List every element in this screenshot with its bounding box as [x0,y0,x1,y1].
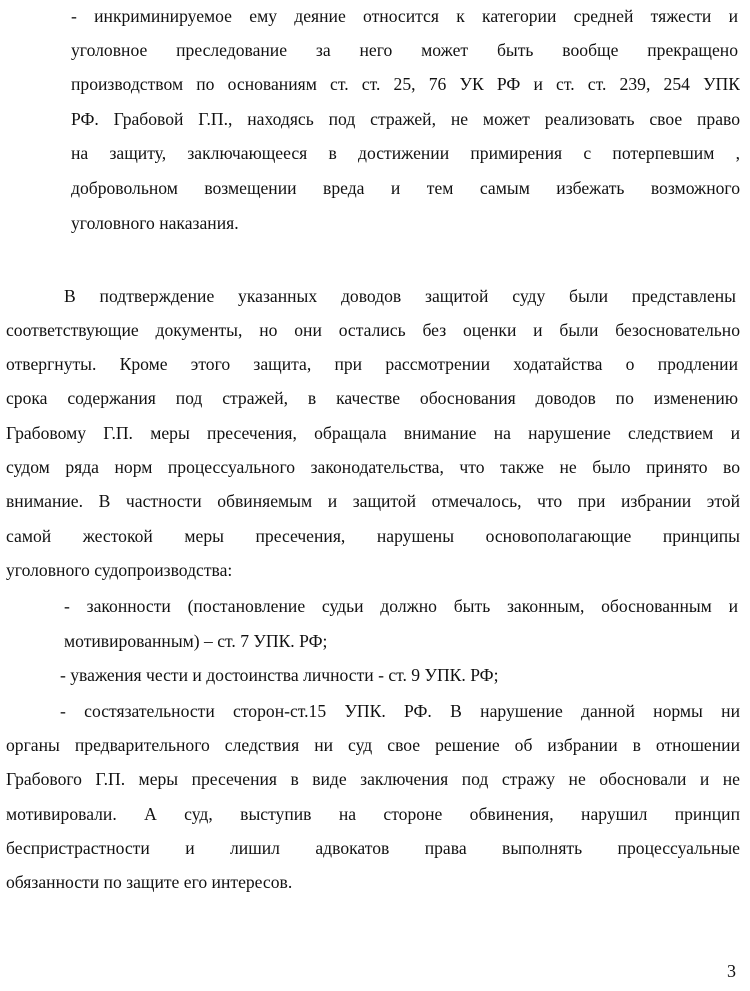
paragraph-2-line-5: Грабовому Г.П. меры пресечения, обращала внимание на нарушение следствием и [6,423,740,443]
list-item-1-line-2: мотивированным) – ст. 7 УПК. РФ; [64,631,328,651]
paragraph-1-line-3: производством по основаниям ст. ст. 25, 76 УК РФ и ст. ст. 239, 254 УПК [71,74,740,94]
paragraph-2-line-3: отвергнуты. Кроме этого защита, при рассмотрении ходатайства о продлении [6,354,738,374]
list-item-2: - уважения чести и достоинства личности - ст. 9 УПК. РФ; [60,665,499,685]
paragraph-1-line-2: уголовное преследование за него может быть вообще прекращено [71,40,738,60]
list-item-1-line-1: - законности (постановление судьи должно быть законным, обоснованным и [64,596,738,616]
paragraph-2-line-2: соответствующие документы, но они остались без оценки и были безосновательно [6,320,740,340]
paragraph-1-line-7: уголовного наказания. [71,213,239,233]
page-number: 3 [727,961,736,981]
paragraph-2-line-4: срока содержания под стражей, в качестве обоснования доводов по изменению [6,388,738,408]
paragraph-2-line-6: судом ряда норм процессуального законодательства, что также не было принято во [6,457,740,477]
paragraph-2-line-7: внимание. В частности обвиняемым и защитой отмечалось, что при избрании этой [6,491,740,511]
paragraph-3-line-2: Грабового Г.П. меры пресечения в виде заключения под стражу не обосновали и не [6,769,740,789]
list-item-3: - состязательности сторон-ст.15 УПК. РФ. В нарушение данной нормы ни [60,701,740,721]
paragraph-1-line-1: - инкриминируемое ему деяние относится к категории средней тяжести и [71,6,738,26]
paragraph-2-line-8: самой жестокой меры пресечения, нарушены основополагающие принципы [6,526,740,546]
paragraph-2-line-1: В подтверждение указанных доводов защитой суду были представлены [64,286,736,306]
paragraph-1-line-5: на защиту, заключающееся в достижении примирения с потерпевшим , [71,143,740,163]
paragraph-1-line-4: РФ. Грабовой Г.П., находясь под стражей, не может реализовать свое право [71,109,740,129]
paragraph-3-line-3: мотивировали. А суд, выступив на стороне обвинения, нарушил принцип [6,804,740,824]
paragraph-2-line-9: уголовного судопроизводства: [6,560,233,580]
paragraph-1-line-6: добровольном возмещении вреда и тем самым избежать возможного [71,178,740,198]
paragraph-3-line-5: обязанности по защите его интересов. [6,872,293,892]
paragraph-3-line-1: органы предварительного следствия ни суд свое решение об избрании в отношении [6,735,740,755]
paragraph-3-line-4: беспристрастности и лишил адвокатов права выполнять процессуальные [6,838,740,858]
